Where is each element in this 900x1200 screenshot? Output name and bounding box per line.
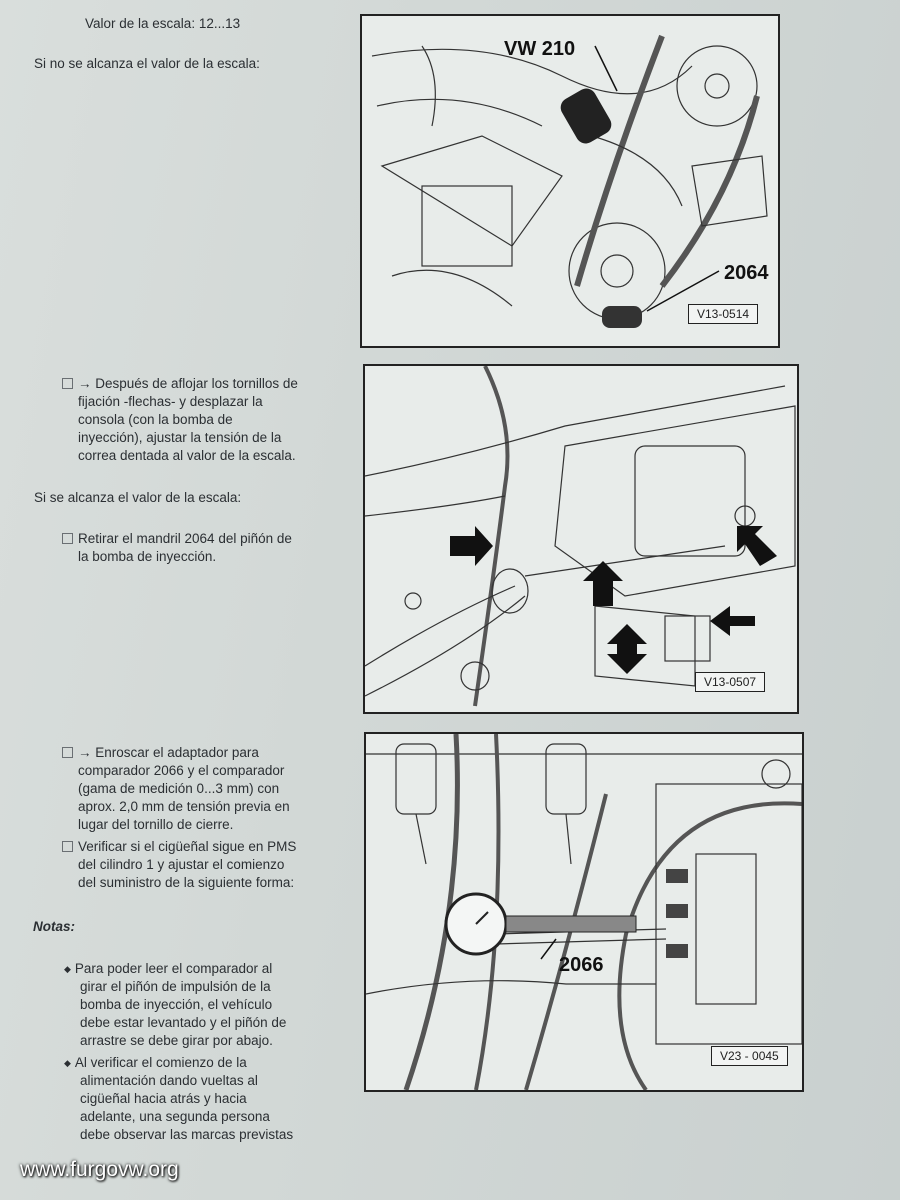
callout-2066: 2066 <box>559 954 604 976</box>
note-text: debe estar levantado y el piñón de <box>80 1015 287 1030</box>
note-text: cigüeñal hacia atrás y hacia <box>80 1091 247 1106</box>
note-text: adelante, una segunda persona <box>80 1109 270 1124</box>
mandrel-2064-shape <box>602 306 642 328</box>
diamond-bullet-icon: ◆ <box>64 1058 71 1068</box>
callout-vw210: VW 210 <box>504 38 576 60</box>
note-text: debe observar las marcas previstas <box>80 1127 294 1142</box>
step-text: comparador 2066 y el comparador <box>78 763 285 778</box>
injection-pump-console-illustration <box>365 366 797 712</box>
callout-2064: 2064 <box>724 262 769 284</box>
checkbox-icon <box>62 378 73 389</box>
arrow-up-right <box>737 526 777 566</box>
checkbox-icon <box>62 841 73 852</box>
step-text: → Enroscar el adaptador para <box>78 745 259 760</box>
step-text: inyección), ajustar la tensión de la <box>78 430 282 445</box>
step-text: fijación -flechas- y desplazar la <box>78 394 263 409</box>
arrow-left-1 <box>710 606 755 636</box>
figure-v23-0045 <box>364 732 804 1092</box>
scale-value-text: Valor de la escala: 12...13 <box>85 16 241 31</box>
step-text: Retirar el mandril 2064 del piñón de <box>78 531 292 546</box>
step-text: consola (con la bomba de <box>78 412 233 427</box>
step-loosen-bolts <box>62 375 347 465</box>
note-text: Al verificar el comienzo de la <box>74 1055 247 1070</box>
diamond-bullet-icon: ◆ <box>64 964 71 974</box>
note-text: bomba de inyección, el vehículo <box>80 997 273 1012</box>
step-text: lugar del tornillo de cierre. <box>78 817 234 832</box>
engine-timing-belt-illustration <box>362 16 778 346</box>
gauge-adapter <box>506 916 636 932</box>
step-text: aprox. 2,0 mm de tensión previa en <box>78 799 290 814</box>
step-text: la bomba de inyección. <box>78 549 217 564</box>
checkbox-icon <box>62 747 73 758</box>
scale-not-reached-text: Si no se alcanza el valor de la escala: <box>34 56 260 71</box>
step-text: correa dentada al valor de la escala. <box>78 448 296 463</box>
note-2 <box>64 1054 344 1144</box>
watermark-url: www.furgovw.org <box>20 1158 179 1181</box>
arrow-up-1 <box>583 561 623 606</box>
scale-reached-text: Si se alcanza el valor de la escala: <box>34 490 242 505</box>
step-screw-adapter <box>62 744 352 834</box>
dial-gauge-illustration <box>366 734 802 1090</box>
step-remove-mandrel <box>62 530 347 566</box>
step-text: del cilindro 1 y ajustar el comienzo <box>78 857 285 872</box>
vw210-tool-shape <box>557 85 615 147</box>
note-text: arrastre se debe girar por abajo. <box>80 1033 273 1048</box>
figure-code: V13-0507 <box>695 672 765 692</box>
figure-v13-0507 <box>363 364 799 714</box>
figure-code: V23 - 0045 <box>711 1046 788 1066</box>
arrow-right-1 <box>450 526 493 566</box>
step-text: → Después de aflojar los tornillos de <box>78 376 298 391</box>
arrow-double-vertical <box>607 624 647 674</box>
note-text: girar el piñón de impulsión de la <box>80 979 271 994</box>
step-text: (gama de medición 0...3 mm) con <box>78 781 280 796</box>
note-1 <box>64 960 344 1050</box>
step-verify-crankshaft <box>62 838 352 892</box>
step-text: Verificar si el cigüeñal sigue en PMS <box>78 839 297 854</box>
checkbox-icon <box>62 533 73 544</box>
note-text: alimentación dando vueltas al <box>80 1073 258 1088</box>
notes-heading: Notas: <box>33 919 76 934</box>
figure-code: V13-0514 <box>688 304 758 324</box>
figure-v13-0514 <box>360 14 780 348</box>
note-text: Para poder leer el comparador al <box>74 961 273 976</box>
step-text: del suministro de la siguiente forma: <box>78 875 295 890</box>
